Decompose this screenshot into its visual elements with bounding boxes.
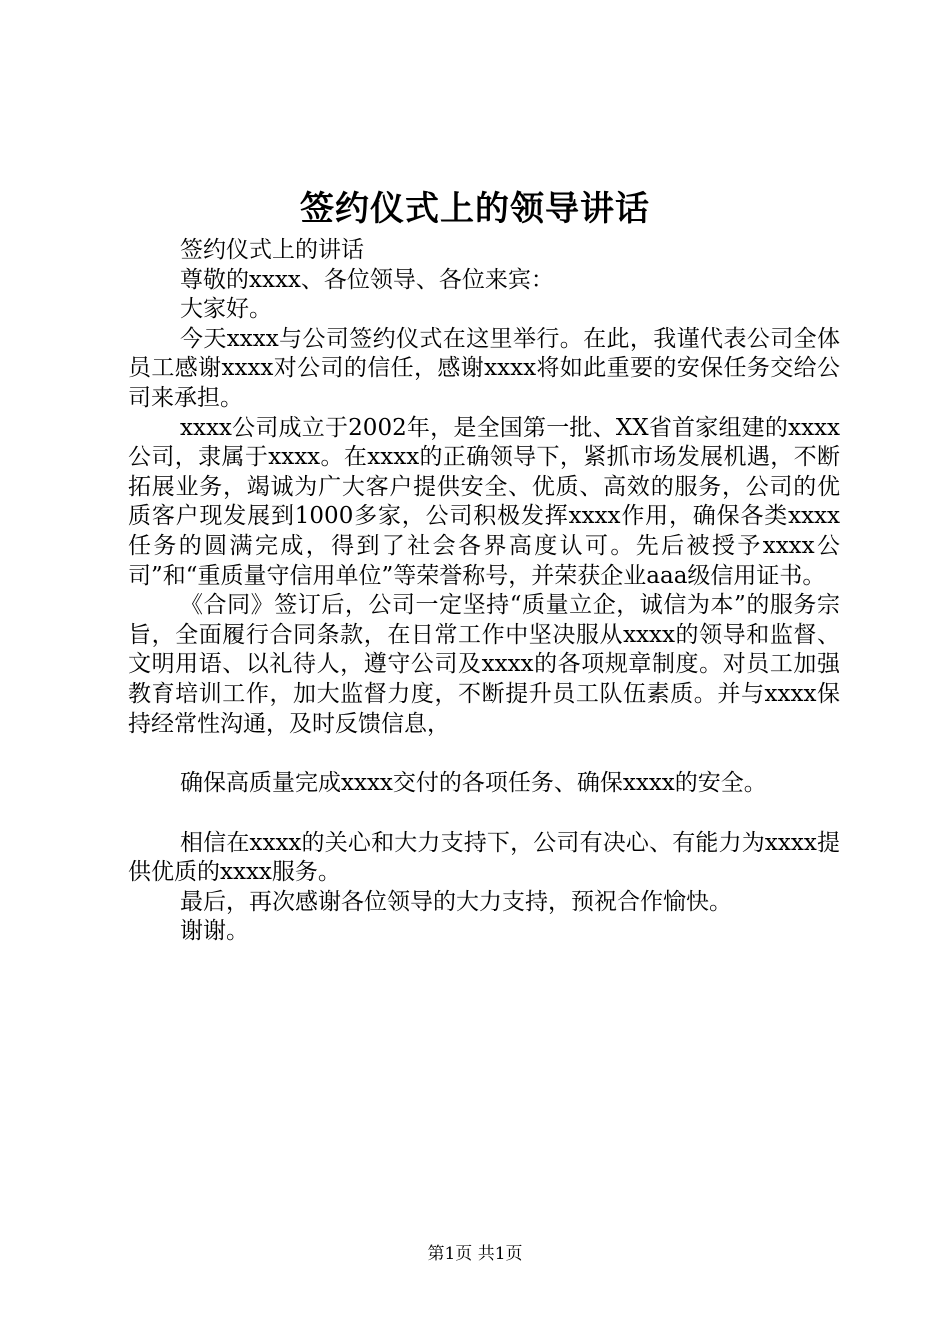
paragraph-confidence: 相信在xxxx的关心和大力支持下，公司有决心、有能力为xxxx提供优质的xxxx服务。 bbox=[128, 829, 840, 886]
paragraph-intro: 今天xxxx与公司签约仪式在这里举行。在此，我谨代表公司全体员工感谢xxxx对公司的信任，感谢xxxx将如此重要的安保任务交给公司来承担。 bbox=[128, 325, 840, 411]
paragraph-thanks: 最后，再次感谢各位领导的大力支持，预祝合作愉快。 bbox=[180, 888, 732, 915]
paragraph-commitment: 《合同》签订后，公司一定坚持“质量立企，诚信为本”的服务宗旨，全面履行合同条款，在日常工作中坚决服从xxxx的领导和监督、文明用语、以礼待人，遵守公司及xxxx的各项规章制度。对员工加强教育培训工作，加大监督力度，不断提升员工队伍素质。并与xxxx保持经常性沟通，及时反馈信息， bbox=[128, 592, 840, 737]
document-title: 签约仪式上的领导讲话 bbox=[300, 189, 650, 229]
closing: 谢谢。 bbox=[180, 918, 249, 945]
paragraph-company-profile: xxxx公司成立于2002年，是全国第一批、XX省首家组建的xxxx公司，隶属于xxxx。在xxxx的正确领导下，紧抓市场发展机遇，不断拓展业务，竭诚为广大客户提供安全、优质、高效的服务，公司的优质客户现发展到1000多家，公司积极发挥xxxx作用，确保各类xxxx任务的圆满完成，得到了社会各界高度认可。先后被授予xxxx公司”和“重质量守信用单位”等荣誉称号，并荣获企业aaa级信用证书。 bbox=[128, 414, 840, 589]
document-body bbox=[128, 236, 840, 947]
greeting: 大家好。 bbox=[180, 296, 272, 323]
speech-subtitle: 签约仪式上的讲话 bbox=[180, 237, 364, 263]
salutation: 尊敬的xxxx、各位领导、各位来宾： bbox=[180, 266, 554, 293]
paragraph-assurance: 确保高质量完成xxxx交付的各项任务、确保xxxx的安全。 bbox=[180, 770, 767, 797]
page-footer: 第1页 共1页 bbox=[427, 1244, 523, 1264]
